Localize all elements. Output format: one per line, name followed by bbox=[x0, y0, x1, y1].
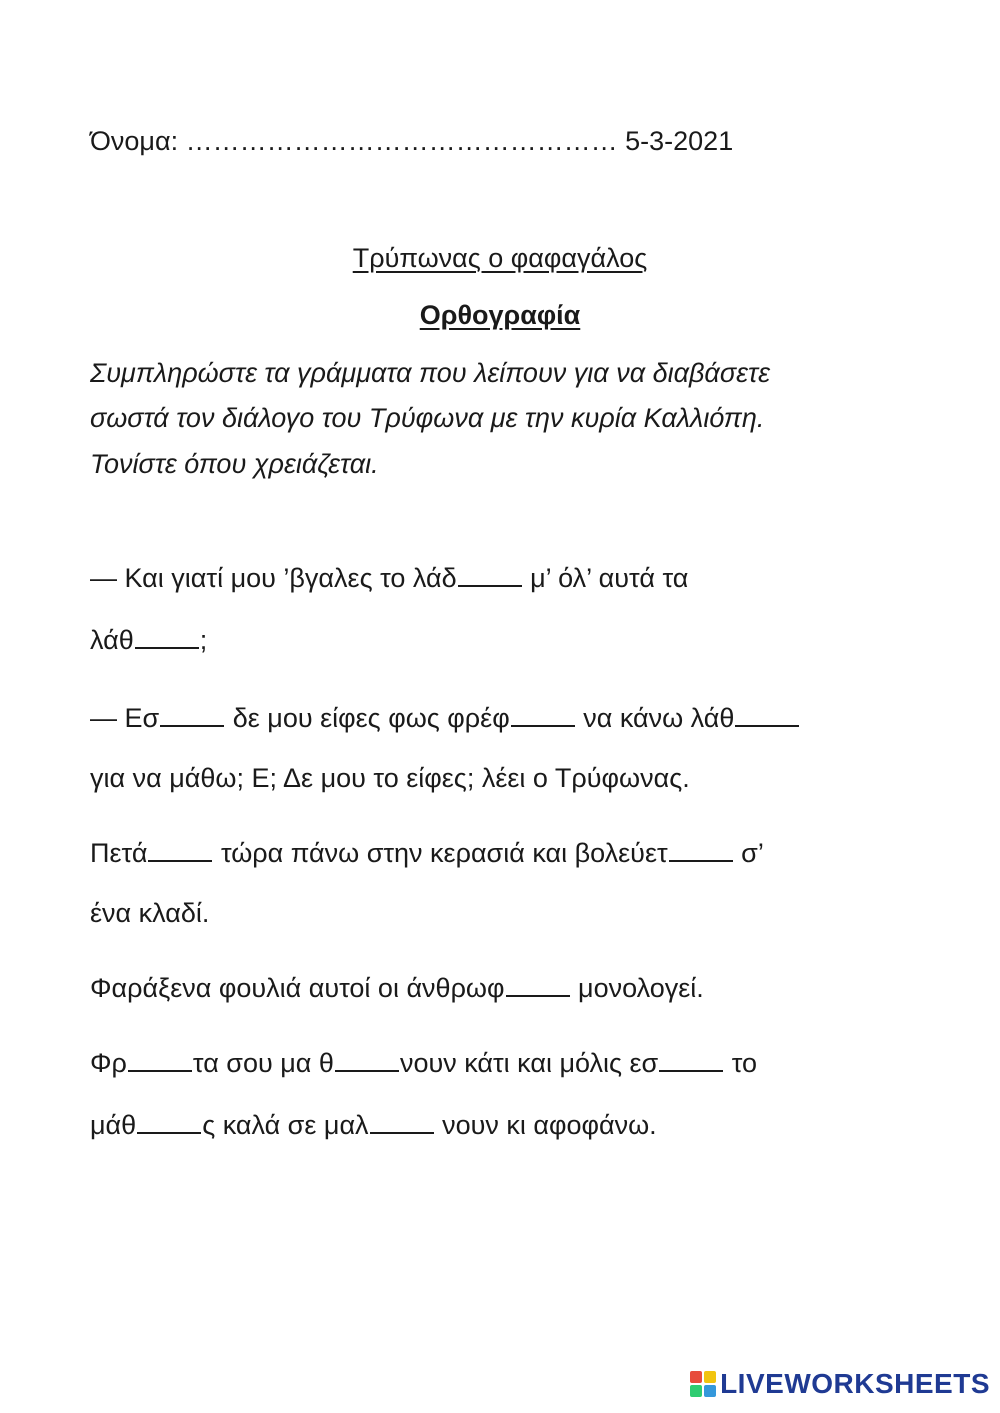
text-segment: νουν κάτι και μόλις εσ bbox=[399, 1048, 659, 1078]
brand-name: LIVEWORKSHEETS bbox=[720, 1368, 990, 1399]
text-segment: ; bbox=[199, 625, 208, 655]
blank-input[interactable] bbox=[135, 646, 199, 649]
logo-square-4 bbox=[704, 1385, 716, 1397]
blank-input[interactable] bbox=[511, 724, 575, 727]
text-segment: τα σου μα θ bbox=[192, 1048, 334, 1078]
text-segment: μονολογεί. bbox=[570, 973, 704, 1003]
logo-square-1 bbox=[690, 1371, 702, 1383]
exercise-line-6: ένα κλαδί. bbox=[90, 898, 210, 928]
blank-input[interactable] bbox=[160, 724, 224, 727]
instruction-line-3: Τονίστε όπου χρειάζεται. bbox=[90, 449, 379, 479]
text-segment: λάθ bbox=[90, 625, 134, 655]
exercise-line-9 bbox=[90, 1112, 657, 1139]
text-segment: δε μου είφες φως φρέφ bbox=[225, 703, 510, 733]
text-segment: το bbox=[724, 1048, 758, 1078]
text-segment: Φρ bbox=[90, 1048, 127, 1078]
name-field[interactable]: ………………………………………… bbox=[185, 126, 618, 156]
blank-input[interactable] bbox=[458, 584, 522, 587]
worksheet-heading: Ορθογραφία bbox=[419, 300, 581, 330]
text-segment: Φαράξενα φουλιά αυτοί οι άνθρωφ bbox=[90, 973, 505, 1003]
logo-square-2 bbox=[704, 1371, 716, 1383]
text-segment: σ’ bbox=[733, 838, 764, 868]
text-segment: να κάνω λάθ bbox=[575, 703, 735, 733]
blank-input[interactable] bbox=[659, 1069, 723, 1072]
exercise-line-1 bbox=[90, 565, 688, 592]
blank-input[interactable] bbox=[148, 859, 212, 862]
date: 5-3-2021 bbox=[625, 126, 734, 156]
name-date-line bbox=[90, 128, 733, 155]
liveworksheets-logo-icon bbox=[690, 1371, 716, 1397]
text-segment: νουν κι αφοφάνω. bbox=[434, 1110, 657, 1140]
exercise-line-8 bbox=[90, 1050, 757, 1077]
text-segment: μάθ bbox=[90, 1110, 137, 1140]
instruction-line-2: σωστά τον διάλογο του Τρύφωνα με την κυρία Καλλιόπη. bbox=[90, 403, 765, 433]
text-segment: μ’ όλ’ αυτά τα bbox=[522, 563, 689, 593]
exercise-line-5 bbox=[90, 840, 764, 867]
blank-input[interactable] bbox=[370, 1131, 434, 1134]
text-segment: Πετά bbox=[90, 838, 148, 868]
blank-input[interactable] bbox=[128, 1069, 192, 1072]
exercise-line-7 bbox=[90, 975, 704, 1002]
exercise-line-4: για να μάθω; Ε; Δε μου το είφες; λέει ο Τρύφωνας. bbox=[90, 763, 690, 793]
blank-input[interactable] bbox=[137, 1131, 201, 1134]
blank-input[interactable] bbox=[506, 994, 570, 997]
liveworksheets-footer bbox=[690, 1369, 990, 1399]
instruction-line-1: Συμπληρώστε τα γράμματα που λείπουν για να διαβάσετε bbox=[90, 358, 770, 388]
exercise-line-2 bbox=[90, 627, 207, 654]
exercise-line-3 bbox=[90, 705, 800, 732]
blank-input[interactable] bbox=[669, 859, 733, 862]
logo-square-3 bbox=[690, 1385, 702, 1397]
name-label: Όνομα: bbox=[90, 126, 179, 156]
blank-input[interactable] bbox=[335, 1069, 399, 1072]
text-segment: τώρα πάνω στην κερασιά και βολεύετ bbox=[213, 838, 668, 868]
text-segment: — Και γιατί μου ’βγαλες το λάδ bbox=[90, 563, 457, 593]
worksheet-title: Τρύπωνας ο φαφαγάλος bbox=[352, 243, 648, 273]
text-segment: — Εσ bbox=[90, 703, 160, 733]
blank-input[interactable] bbox=[735, 724, 799, 727]
text-segment: ς καλά σε μαλ bbox=[202, 1110, 369, 1140]
